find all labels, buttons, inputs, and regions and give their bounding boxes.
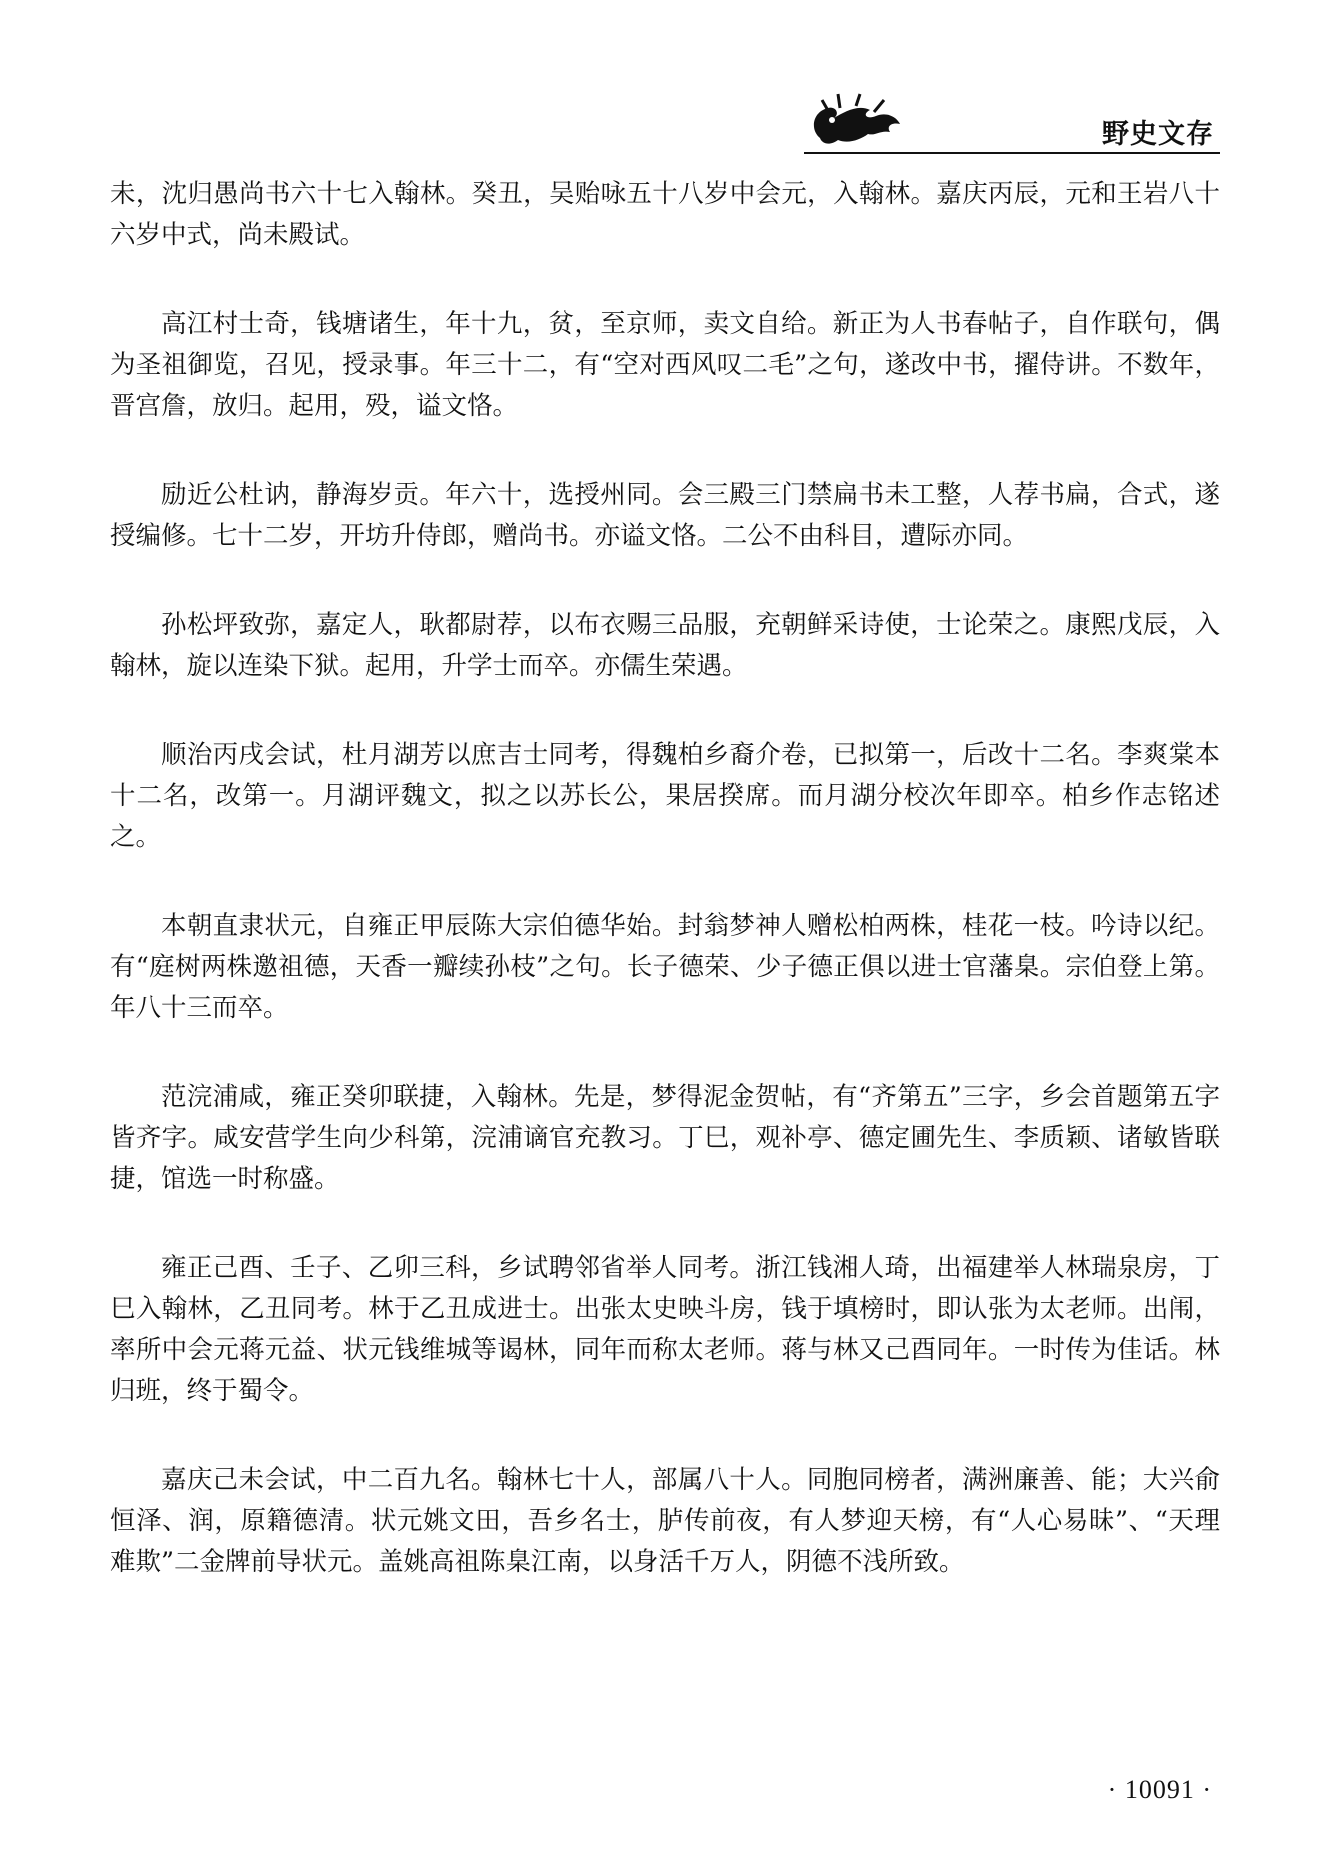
paragraph: 顺治丙戌会试，杜月湖芳以庶吉士同考，得魏柏乡裔介卷，已拟第一，后改十二名。李爽棠本十二名，改第一。月湖评魏文，拟之以苏长公，果居揆席。而月湖分校次年即卒。柏乡作志铭述之。 [110, 740, 1220, 852]
paragraph: 励近公杜讷，静海岁贡。年六十，选授州同。会三殿三门禁扁书未工整，人荐书扁，合式，遂授编修。七十二岁，开坊升侍郎，赠尚书。亦谥文恪。二公不由科目，遭际亦同。 [110, 480, 1220, 551]
page-number: · 10091 · [1107, 1775, 1212, 1804]
paragraph: 雍正己酉、壬子、乙卯三科，乡试聘邻省举人同考。浙江钱湘人琦，出福建举人林瑞泉房，丁巳入翰林，乙丑同考。林于乙丑成进士。出张太史映斗房，钱于填榜时，即认张为太老师。出闱，率所中会元蒋元益、状元钱维城等谒林，同年而称太老师。蒋与林又己酉同年。一时传为佳话。林归班，终于蜀令。 [110, 1253, 1220, 1406]
paragraph: 孙松坪致弥，嘉定人，耿都尉荐，以布衣赐三品服，充朝鲜采诗使，士论荣之。康熙戊辰，入翰林，旋以连染下狱。起用，升学士而卒。亦儒生荣遇。 [110, 610, 1220, 681]
paragraph: 未，沈归愚尚书六十七入翰林。癸丑，吴贻咏五十八岁中会元，入翰林。嘉庆丙辰，元和王岩八十六岁中式，尚未殿试。 [110, 179, 1220, 250]
paragraph: 本朝直隶状元，自雍正甲辰陈大宗伯德华始。封翁梦神人赠松柏两株，桂花一枝。吟诗以纪。有“庭树两株邀祖德，天香一瓣续孙枝”之句。长子德荣、少子德正俱以进士官藩臬。宗伯登上第。年八十三而卒。 [110, 911, 1220, 1023]
paragraph: 嘉庆己未会试，中二百九名。翰林七十人，部属八十人。同胞同榜者，满洲廉善、能；大兴俞恒泽、润，原籍德清。状元姚文田，吾乡名士，胪传前夜，有人梦迎天榜，有“人心易昧”、“天理难欺”二金牌前导状元。盖姚高祖陈臬江南，以身活千万人，阴德不浅所致。 [110, 1465, 1220, 1577]
page-header [800, 90, 1220, 160]
text-body [110, 174, 1220, 1631]
dragon-icon [800, 90, 910, 150]
header-title: 野史文存 [1102, 119, 1214, 150]
header-divider [804, 152, 1220, 154]
paragraph: 高江村士奇，钱塘诸生，年十九，贫，至京师，卖文自给。新正为人书春帖子，自作联句，偶为圣祖御览，召见，授录事。年三十二，有“空对西风叹二毛”之句，遂改中书，擢侍讲。不数年，晋宫詹，放归。起用，殁，谥文恪。 [110, 309, 1220, 421]
paragraph: 范浣浦咸，雍正癸卯联捷，入翰林。先是，梦得泥金贺帖，有“齐第五”三字，乡会首题第五字皆齐字。咸安营学生向少科第，浣浦谪官充教习。丁巳，观补亭、德定圃先生、李质颖、诸敏皆联捷，馆选一时称盛。 [110, 1082, 1220, 1194]
